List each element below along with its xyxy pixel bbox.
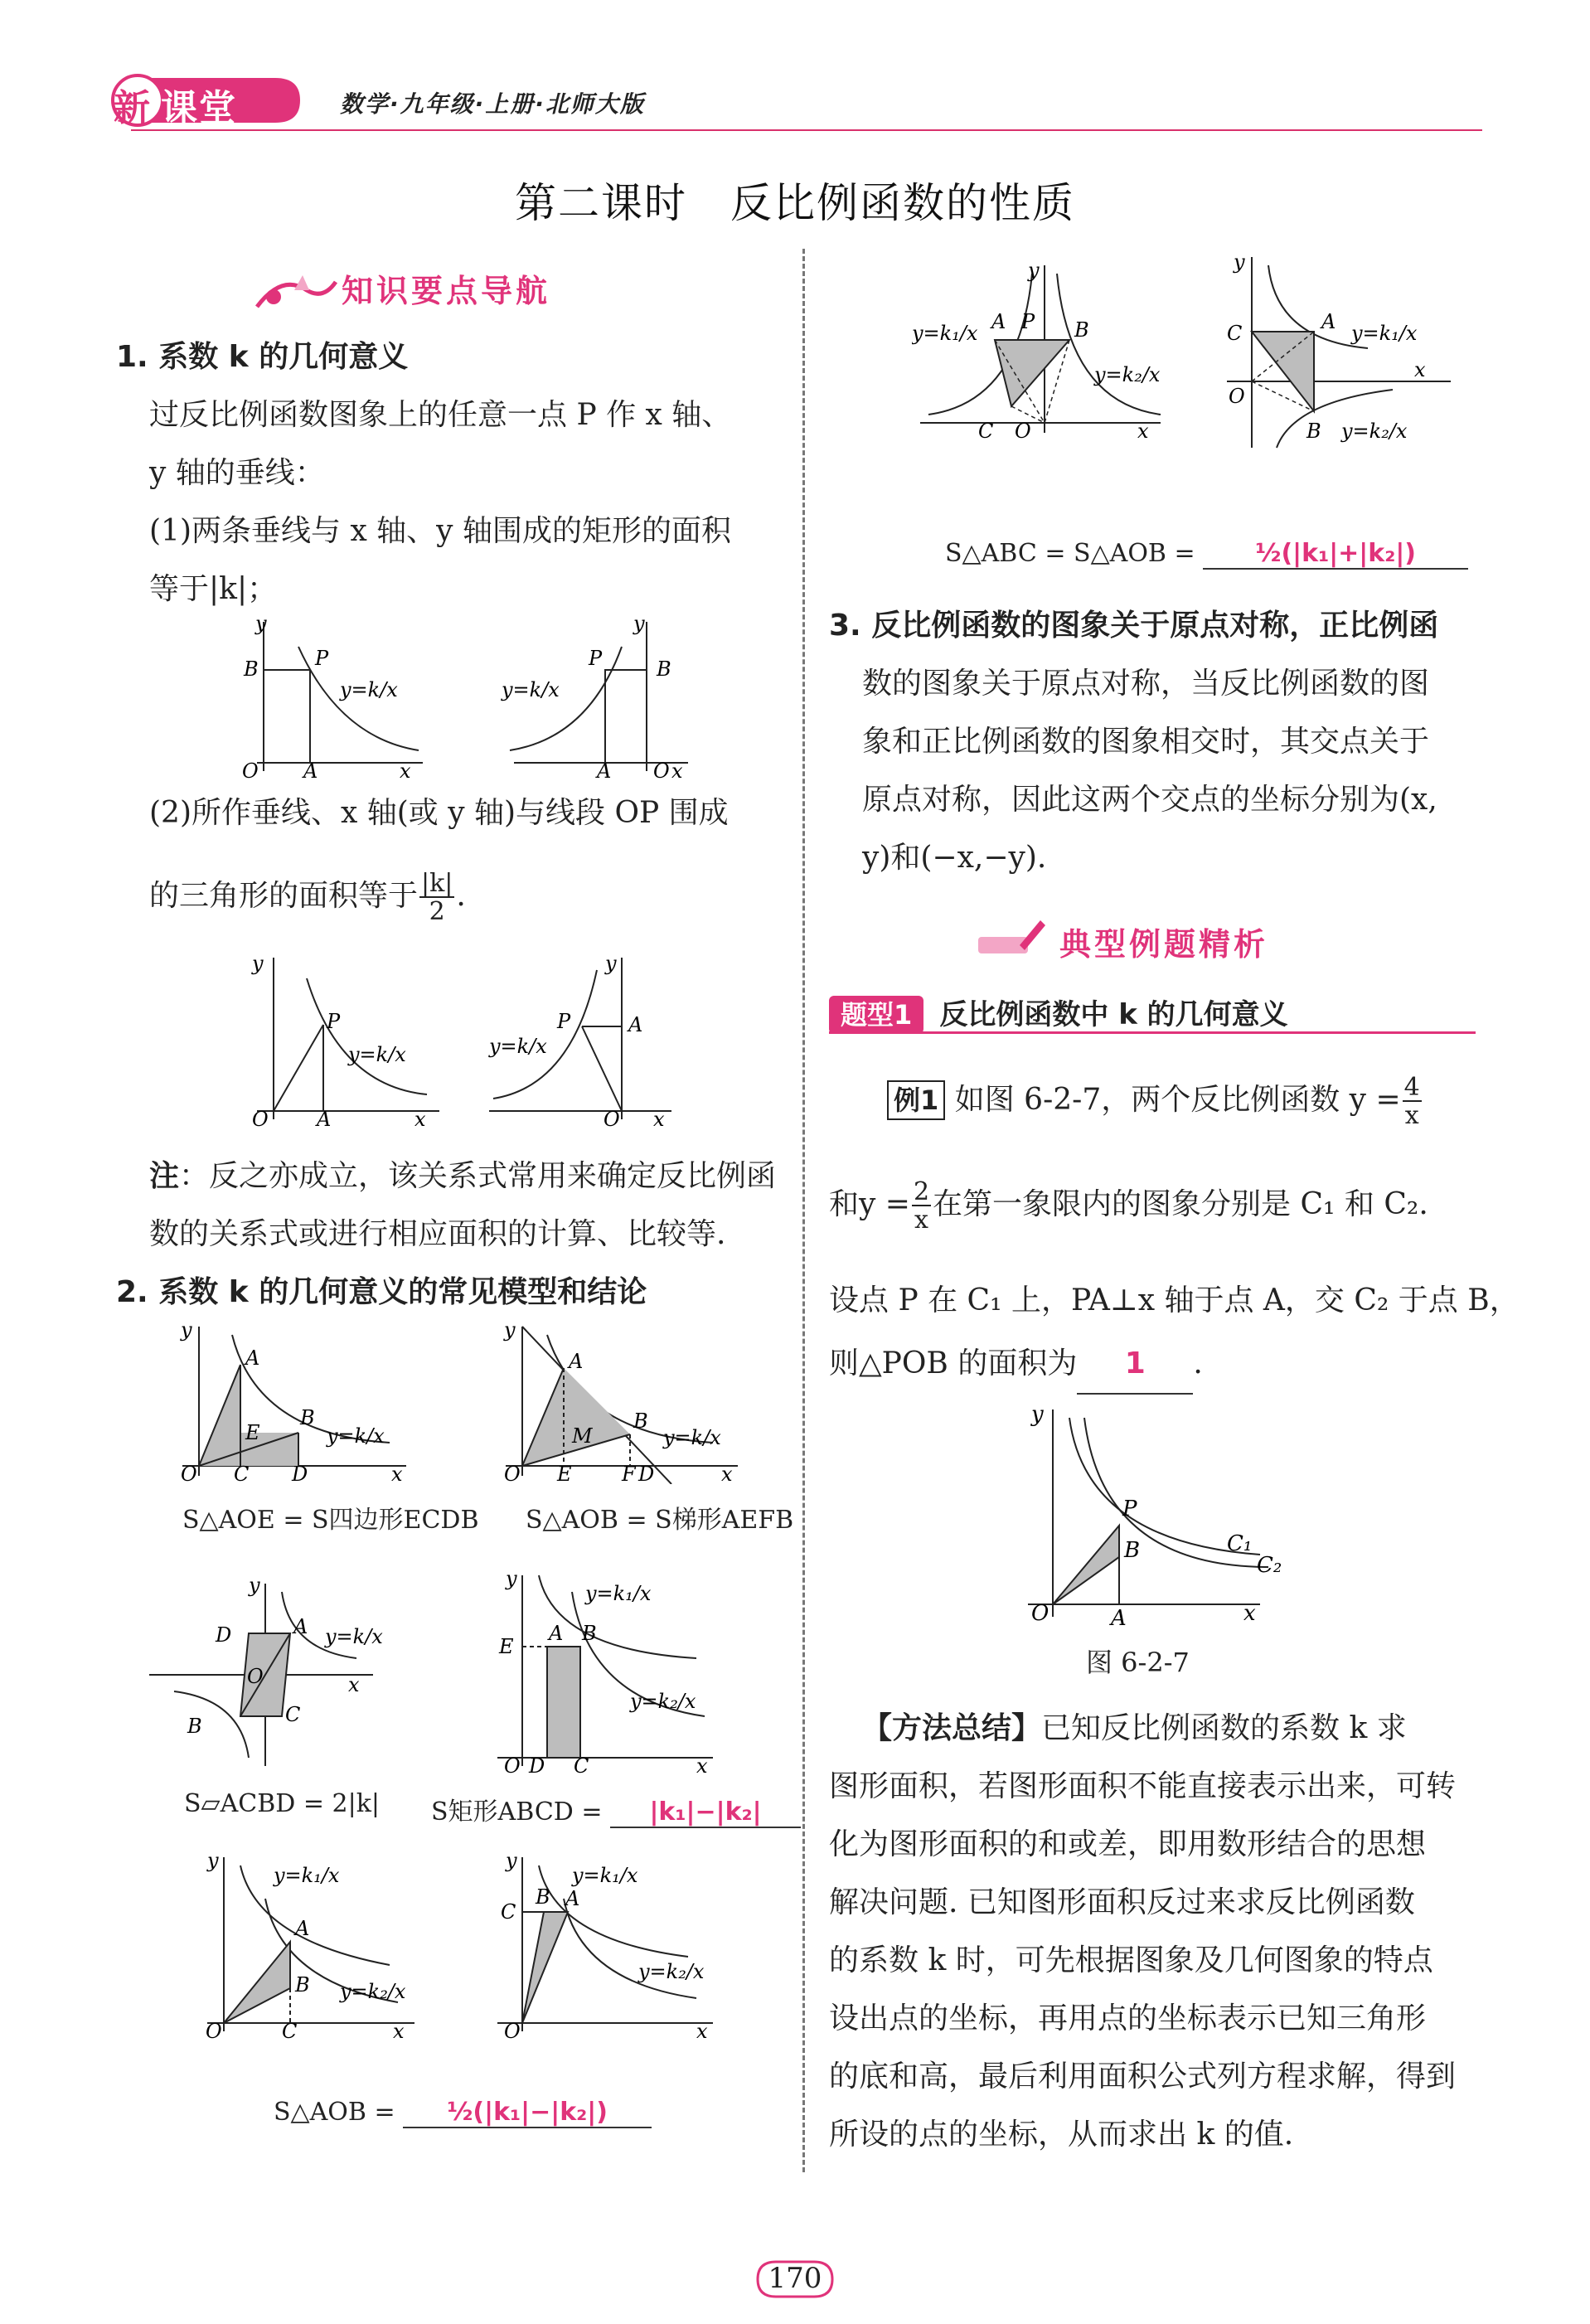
item3-text-5: y)和(−x,−y). <box>862 841 1047 875</box>
svg-text:A: A <box>597 759 612 779</box>
svg-text:A: A <box>565 1887 580 1910</box>
svg-text:P: P <box>327 1010 341 1033</box>
svg-text:y: y <box>633 614 645 635</box>
item3-text-3: 象和正比例函数的图象相交时，其交点关于 <box>862 725 1430 759</box>
svg-text:x: x <box>348 1673 360 1696</box>
svg-text:y=k₁/x: y=k₁/x <box>585 1582 652 1605</box>
section-heading-examples: 典型例题精析 <box>1059 926 1269 963</box>
svg-text:B: B <box>187 1715 202 1738</box>
svg-text:F: F <box>622 1463 636 1484</box>
item3-text-4: 原点对称，因此这两个交点的坐标分别为(x, <box>862 783 1437 817</box>
svg-text:y=k₂/x: y=k₂/x <box>1341 420 1408 443</box>
header-rule <box>131 129 1482 131</box>
svg-text:x: x <box>671 759 683 779</box>
page-title: 第二课时 反比例函数的性质 <box>515 179 1075 227</box>
svg-text:y: y <box>504 1318 516 1342</box>
formula-rect-abcd: S矩形ABCD = |k₁|−|k₂| <box>431 1791 801 1828</box>
svg-text:C: C <box>282 2020 298 2040</box>
svg-text:A: A <box>245 1346 260 1370</box>
svg-text:y=k₂/x: y=k₂/x <box>1094 363 1161 386</box>
svg-text:y=k₁/x: y=k₁/x <box>1351 322 1418 345</box>
method-line-7: 的底和高，最后利用面积公式列方程求解，得到 <box>829 2060 1457 2094</box>
svg-text:y=k/x: y=k/x <box>327 1424 385 1448</box>
svg-text:C: C <box>234 1463 250 1484</box>
svg-text:O: O <box>604 1108 620 1128</box>
item1-title: 1. 系数 k 的几何意义 <box>116 340 409 374</box>
svg-text:A: A <box>295 1917 310 1940</box>
svg-text:B: B <box>582 1622 597 1645</box>
svg-text:x: x <box>400 759 411 779</box>
topic-title: 反比例函数中 k 的几何意义 <box>939 998 1288 1031</box>
svg-text:A: A <box>303 759 318 779</box>
svg-text:y=k/x: y=k/x <box>663 1426 721 1449</box>
topic-tag: 题型1 <box>829 996 923 1034</box>
svg-text:y=k₁/x: y=k₁/x <box>274 1864 340 1887</box>
svg-text:y: y <box>1234 250 1245 274</box>
item1-text-6: 的三角形的面积等于 $\frac{|k|}{2}$ . <box>149 869 466 926</box>
formula-aob-aefb: S△AOB = S梯形AEFB <box>526 1506 794 1535</box>
svg-text:A: A <box>549 1622 564 1645</box>
book-series: 数学·九年级·上册·北师大版 <box>340 90 645 118</box>
method-line-2: 图形面积，若图形面积不能直接表示出来，可转 <box>829 1769 1457 1803</box>
method-line-8: 所设的点的坐标，从而求出 k 的值. <box>829 2118 1294 2152</box>
svg-text:O: O <box>206 2020 222 2040</box>
svg-text:P: P <box>1122 1497 1137 1521</box>
section-heading-knowledge: 知识要点导航 <box>342 273 551 309</box>
topic-bar <box>829 992 1476 1034</box>
item1-text-3: (1)两条垂线与 x 轴、y 轴围成的矩形的面积 <box>149 514 731 548</box>
svg-text:O: O <box>252 1108 269 1128</box>
svg-text:y=k/x: y=k/x <box>325 1625 383 1648</box>
svg-text:C: C <box>574 1754 589 1774</box>
method-line-4: 解决问题. 已知图形面积反过来求反比例函数 <box>829 1885 1415 1919</box>
answer-abc-aob: ½(|k₁|+|k₂|) <box>1203 539 1468 570</box>
svg-text:y: y <box>605 952 617 975</box>
svg-text:A: A <box>1321 310 1336 333</box>
example-line-1: 例1 如图 6-2-7，两个反比例函数 y = $\frac{4}{x}$ <box>887 1071 1423 1129</box>
svg-text:y=k₂/x: y=k₂/x <box>638 1960 705 1983</box>
svg-text:E: E <box>499 1635 514 1658</box>
item1-text-4: 等于|k|； <box>149 572 278 606</box>
svg-text:x: x <box>696 1754 708 1774</box>
svg-text:x: x <box>1243 1601 1256 1626</box>
example-line-3: 设点 P 在 C₁ 上，PA⊥x 轴于点 A，交 C₂ 于点 B， <box>829 1283 1520 1317</box>
formula-aob-diff: S△AOB = ½(|k₁|−|k₂|) <box>274 2098 652 2128</box>
figure-caption: 图 6-2-7 <box>1086 1647 1190 1678</box>
figure-6-2-7 <box>1020 1401 1293 1633</box>
example-label: 例1 <box>887 1080 945 1120</box>
method-line-5: 的系数 k 时，可先根据图象及几何图象的特点 <box>829 1943 1433 1977</box>
svg-text:A: A <box>1111 1606 1127 1631</box>
svg-text:y=k/x: y=k/x <box>348 1043 406 1066</box>
svg-text:y=k/x: y=k/x <box>489 1035 547 1058</box>
svg-text:A: A <box>293 1615 308 1638</box>
svg-text:y=k₁/x: y=k₁/x <box>912 322 978 345</box>
answer-rect-abcd: |k₁|−|k₂| <box>610 1798 801 1828</box>
svg-text:O: O <box>247 1665 264 1688</box>
svg-text:B: B <box>657 657 671 681</box>
formula-abc-aob: S△ABC = S△AOB = ½(|k₁|+|k₂|) <box>945 539 1468 570</box>
svg-text:y=k/x: y=k/x <box>340 678 398 701</box>
svg-text:y: y <box>252 952 264 975</box>
svg-text:O: O <box>504 1754 521 1774</box>
svg-text:A: A <box>991 310 1006 333</box>
svg-text:y: y <box>181 1318 192 1342</box>
svg-text:B: B <box>300 1406 315 1429</box>
svg-text:O: O <box>1015 420 1031 443</box>
svg-text:y=k₁/x: y=k₁/x <box>572 1864 638 1887</box>
figure-abc-1 <box>912 257 1169 448</box>
item1-text-2: y 轴的垂线： <box>149 456 325 490</box>
svg-text:O: O <box>504 1463 521 1484</box>
svg-text:P: P <box>1021 310 1035 333</box>
svg-text:D: D <box>292 1463 308 1484</box>
method-line-3: 化为图形面积的和或差，即用数形结合的思想 <box>829 1827 1427 1861</box>
svg-text:x: x <box>1414 358 1426 381</box>
svg-text:x: x <box>696 2020 708 2040</box>
item1-text-1: 过反比例函数图象上的任意一点 P 作 x 轴、 <box>149 398 732 432</box>
svg-text:A: A <box>569 1350 584 1373</box>
svg-text:P: P <box>589 647 603 670</box>
svg-text:E: E <box>557 1463 572 1484</box>
svg-text:y: y <box>506 1849 517 1872</box>
svg-text:C: C <box>285 1703 301 1726</box>
svg-text:B: B <box>633 1409 648 1433</box>
figure-triangle-2 <box>481 945 696 1128</box>
figure-triangle-1 <box>240 945 456 1128</box>
svg-text:y: y <box>255 614 267 635</box>
svg-text:O: O <box>181 1463 197 1484</box>
section2-icon <box>970 912 1053 962</box>
model-figure-4 <box>489 1567 738 1774</box>
svg-text:y: y <box>207 1849 219 1872</box>
svg-text:D: D <box>638 1463 655 1484</box>
method-line-1: 【方法总结】已知反比例函数的系数 k 求 <box>862 1711 1407 1745</box>
example-line-4: 则△POB 的面积为 1 . <box>829 1335 1203 1395</box>
svg-text:B: B <box>536 1885 550 1909</box>
svg-text:C: C <box>1227 322 1243 345</box>
item3-text-2: 数的图象关于原点对称，当反比例函数的图 <box>862 667 1430 701</box>
svg-text:B: B <box>1306 420 1321 443</box>
svg-text:y: y <box>1031 1402 1044 1427</box>
figure-abc-2 <box>1219 249 1467 456</box>
svg-text:B: B <box>1074 318 1089 342</box>
svg-text:B: B <box>295 1973 310 1997</box>
formula-aoe-ecdb: S△AOE = S四边形ECDB <box>182 1506 479 1535</box>
svg-text:P: P <box>315 647 329 670</box>
svg-text:y=k₂/x: y=k₂/x <box>630 1690 696 1713</box>
svg-text:y=k₂/x: y=k₂/x <box>340 1980 406 2003</box>
figure-rect-2 <box>497 614 713 779</box>
svg-text:C: C <box>501 1900 516 1924</box>
model-figure-6 <box>489 1849 721 2040</box>
svg-text:O: O <box>653 759 670 779</box>
answer-aob-diff: ½(|k₁|−|k₂|) <box>403 2098 652 2128</box>
svg-text:x: x <box>1137 420 1149 443</box>
example-line-2: 和y = $\frac{2}{x}$ 在第一象限内的图象分别是 C₁ 和 C₂. <box>829 1177 1428 1235</box>
svg-text:x: x <box>414 1108 426 1128</box>
svg-text:D: D <box>216 1623 232 1647</box>
figure-rect-1 <box>224 614 439 779</box>
section-icon <box>249 265 340 315</box>
svg-text:y=k/x: y=k/x <box>502 678 560 701</box>
svg-text:O: O <box>1229 385 1245 408</box>
svg-text:M: M <box>572 1424 593 1448</box>
item2-title: 2. 系数 k 的几何意义的常见模型和结论 <box>116 1275 647 1309</box>
note-continued: 数的关系式或进行相应面积的计算、比较等. <box>149 1217 726 1251</box>
svg-text:A: A <box>628 1013 643 1036</box>
svg-text:O: O <box>504 2020 521 2040</box>
svg-text:C₁: C₁ <box>1227 1531 1253 1556</box>
svg-text:O: O <box>242 759 259 779</box>
example-answer: 1 <box>1077 1335 1193 1395</box>
brand-name: 新 课堂 <box>114 87 237 129</box>
model-figure-5 <box>199 1849 423 2040</box>
model-figure-3 <box>141 1575 390 1774</box>
note: 注：反之亦成立，该关系式常用来确定反比例函 <box>149 1159 777 1193</box>
method-line-6: 设出点的坐标，再用点的坐标表示已知三角形 <box>829 2001 1427 2035</box>
item3-text-1: 3. 反比例函数的图象关于原点对称，正比例函 <box>829 609 1439 643</box>
svg-text:x: x <box>653 1108 665 1128</box>
model-figure-1 <box>174 1318 423 1484</box>
svg-text:y: y <box>506 1567 517 1590</box>
svg-text:D: D <box>529 1754 545 1774</box>
svg-text:C: C <box>978 420 994 443</box>
svg-text:y: y <box>249 1575 260 1597</box>
svg-text:x: x <box>391 1463 403 1484</box>
svg-text:C₂: C₂ <box>1257 1553 1282 1578</box>
svg-text:P: P <box>557 1010 571 1033</box>
svg-text:O: O <box>1031 1601 1049 1626</box>
item1-text-5: (2)所作垂线、x 轴(或 y 轴)与线段 OP 围成 <box>149 796 729 830</box>
column-divider <box>802 249 805 2172</box>
svg-text:y: y <box>1028 259 1040 282</box>
svg-text:x: x <box>721 1463 733 1484</box>
svg-text:B: B <box>244 657 259 681</box>
svg-text:B: B <box>1124 1538 1141 1563</box>
page-number: 170 <box>768 2262 822 2295</box>
svg-text:A: A <box>317 1108 332 1128</box>
svg-text:x: x <box>393 2020 405 2040</box>
formula-parallelogram: S▱ACBD = 2|k| <box>184 1789 381 1818</box>
svg-text:E: E <box>245 1421 260 1444</box>
model-figure-2 <box>497 1318 746 1484</box>
